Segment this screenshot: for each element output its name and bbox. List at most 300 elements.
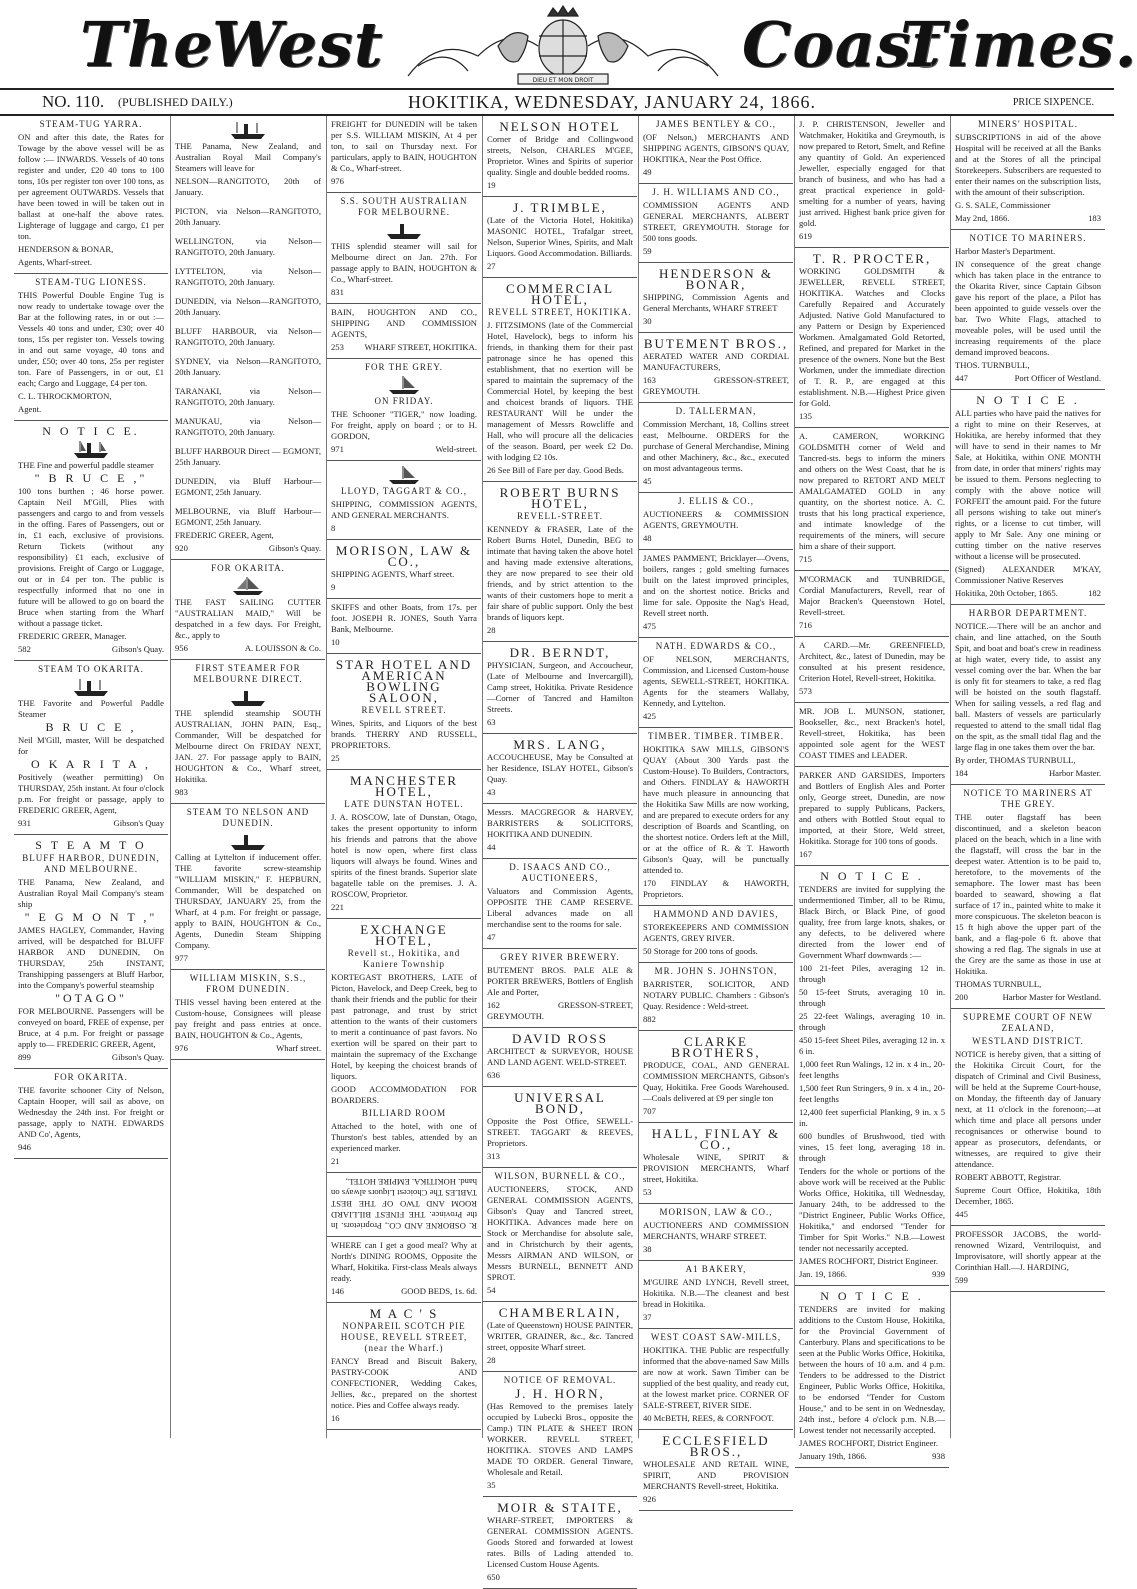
- masthead-title-times: Times.: [900, 8, 1137, 81]
- ad-number: 35: [487, 1480, 496, 1490]
- list-item: 50 15-feet Struts, averaging 10 in. through: [799, 987, 945, 1008]
- steamship-icon: [72, 439, 110, 459]
- ad-job-munson: [795, 703, 949, 767]
- price: PRICE SIXPENCE.: [1012, 97, 1094, 108]
- steamship-icon: [385, 220, 423, 240]
- ad-signature: C. L. THROCKMORTON,: [18, 391, 112, 401]
- ad-nelson-hotel: [483, 116, 637, 197]
- ad-heading: J. ELLIS & CO.,: [677, 496, 754, 506]
- ad-signature: Harbor Master.: [1048, 768, 1101, 778]
- ad-number: 977: [175, 953, 188, 963]
- ad-number: 425: [643, 711, 656, 721]
- ad-signature: By order, THOMAS TURNBULL,: [955, 755, 1076, 765]
- ad-heading: N O T I C E .: [820, 869, 924, 883]
- ad-heading: MORISON, LAW & CO.,: [335, 543, 473, 569]
- ad-number: 976: [331, 176, 344, 186]
- ad-number: 38: [643, 1244, 652, 1254]
- ad-body: BAIN, HOUGHTON AND CO., SHIPPING AND COMMISSION AGENTS,: [331, 307, 477, 339]
- ad-subheading: BILLIARD ROOM: [361, 1108, 447, 1118]
- ad-signature: Harbor Master for Westland.: [1002, 992, 1101, 1002]
- ad-native-reserves-notice: [951, 390, 1105, 605]
- ad-signature: HENDERSON & BONAR,: [18, 244, 114, 254]
- ad-dr-berndt: [483, 642, 637, 734]
- ad-body: Corner of Bridge and Collingwood streets, Nelson, CHARLES M'GEE, Proprietor. Wines and Spirits of superior quality. Single and double bedded rooms.: [487, 134, 633, 177]
- ad-john-johnston: [639, 963, 793, 1031]
- ad-body: THE Panama, New Zealand, and Australian Royal Mail Company's steam ship: [18, 877, 164, 909]
- ad-north-dining-rooms: [327, 1237, 481, 1303]
- ad-james-pamment: [639, 550, 793, 638]
- ad-number: 44: [487, 842, 496, 852]
- ad-heading: HALL, FINLAY & CO.,: [651, 1126, 781, 1152]
- list-item: 25 22-feet Walings, averaging 10 in. through: [799, 1011, 945, 1032]
- ad-body: Calling at Lyttelton if inducement offer. THE favorite screw-steamship "WILLIAM MISKIN," F. HEPBURN, Commander, Will be despatched on THURSDAY, JANUARY 25, from the Wharf, at 4 p.m. For freight or passage, apply to BAIN, HOUGHTON & Co., Agents, Dunedin Steam Shipping Company.: [175, 852, 321, 950]
- ad-body: M'CORMACK and TUNBRIDGE, Cordial Manufacturers, Revell, rear of Major Bracken's Queenstown Hotel, Revell-street.: [799, 574, 945, 617]
- ad-steam-tug-lioness: [14, 274, 168, 421]
- ad-number: 170: [643, 878, 656, 888]
- ad-timber: [639, 728, 793, 906]
- ad-number: 10: [331, 637, 340, 647]
- ad-address: Supreme Court Office, Hokitika, 18th December, 1865.: [955, 1185, 1101, 1206]
- ad-body: KENNEDY & FRASER, Late of the Robert Burns Hotel, Dunedin, BEG to intimate that having taken the above hotel and having made extensive alterations, they are now prepared to see their old friends, and by strict attention to the wants of their customers hope to merit a fair share of public support. Only the best brands of liquors kept.: [487, 524, 633, 622]
- ad-number: 16: [331, 1413, 340, 1423]
- ad-panama-mail-steamers: [171, 116, 325, 560]
- ad-signature: Gibson's Quay: [113, 818, 164, 828]
- ad-signature: FREDERIC GREER, Manager.: [18, 631, 127, 641]
- ad-body: AUCTIONEERS & COMMISSION AGENTS, GREYMOUTH.: [643, 509, 789, 530]
- ad-heading: D. ISAACS AND CO., AUCTIONEERS,: [509, 862, 611, 883]
- ad-number: 28: [487, 625, 496, 635]
- ad-james-bentley: [639, 116, 793, 184]
- ad-body: WHERE can I get a good meal? Why at North's DINING ROOMS, Opposite the Wharf, Hokitika. First-class Meals always ready.: [331, 1240, 477, 1283]
- ad-body: AUCTIONEERS, STOCK, AND GENERAL COMMISSION AGENTS, Gibson's Quay and Tancred street, HOKITIKA. Advances made here on Stock or Merchandise for absolute sale, and in Christchurch by their agents, Messrs AIRMAN AND WILSON, or Messrs BURNELL, BENNETT AND SPROT.: [487, 1184, 633, 1282]
- route-item: PICTON, via Nelson—RANGITOTO, 20th January.: [175, 206, 321, 227]
- ad-number: 28: [487, 1355, 496, 1365]
- ad-heading: J. H. WILLIAMS AND CO.,: [652, 187, 780, 197]
- ad-exchange-hotel: [327, 919, 481, 1173]
- ad-steam-to-bluff: [14, 835, 168, 1069]
- ad-heading: N O T I C E .: [976, 393, 1080, 407]
- list-item: 12,400 feet superficial Planking, 9 in. x 5 in.: [799, 1107, 945, 1128]
- ad-christenson: [795, 116, 949, 248]
- ad-heading: NOTICE TO MARINERS.: [969, 233, 1087, 243]
- ad-body: PARKER AND GARSIDES, Importers and Bottlers of English Ales and Porter only, George street, Dunedin, are now prepared to supply Publicans, Packers, and others with Bottled Stout equal to imported, at their Store, Weld street, Hokitika. Storage for 100 tons of goods.: [799, 770, 945, 846]
- ad-body: J. FITZSIMONS (late of the Commercial Hotel, Havelock), begs to inform his friends, in thanking them for their past patronage since he has opened this establishment, that no exertion will be spared to maintain the supremacy of the Commercial Hotel, by keeping the best and choicest brands of liquors. THE RESTAURANT Will be under the management of Messrs Rowcliffe and Hall, who will procure all the delicacies of the season. Board, per week £2 Do. with lodging £2 10s.: [487, 320, 633, 462]
- ad-number: 313: [487, 1151, 500, 1161]
- ad-body: SUBSCRIPTIONS in aid of the above Hospital will be received at all the Banks and at the Stores of all the principal Storekeepers. Subscribers are requested to enter their names on the subscription lists, with the amount of their subscription.: [955, 132, 1101, 197]
- ad-masonic-hotel: [483, 197, 637, 278]
- ad-isaacs: [483, 859, 637, 949]
- ad-date: Hokitika, 20th October, 1865.: [955, 588, 1058, 598]
- royal-crest-icon: [398, 6, 728, 86]
- ad-cameron: [795, 428, 949, 571]
- ad-body: JAMES HAGLEY, Commander, Having arrived, will be despatched for BLUFF HARBOR AND DUNEDIN, On THURSDAY, 25th INSTANT, Transhipping passengers at Bluff Harbor, into the Company's powerful steamship: [18, 925, 164, 990]
- ad-heading: N O T I C E.: [42, 424, 140, 438]
- ad-greenfield-card: [795, 637, 949, 703]
- destination: O K A R I T A ,: [31, 757, 151, 771]
- ad-signature: ROBERT ABBOTT, Registrar.: [955, 1172, 1062, 1182]
- ad-number: 53: [643, 1187, 652, 1197]
- ad-body: (OF Nelson,) MERCHANTS AND SHIPPING AGENTS, GIBSON'S QUAY, HOKITIKA, Near the Post Office.: [643, 132, 789, 164]
- ad-subheading: LATE DUNSTAN HOTEL.: [344, 799, 464, 809]
- ad-signature: A. LOUISSON & Co.: [244, 643, 321, 653]
- ad-first-steamer-melbourne: [171, 660, 325, 804]
- ad-body: BARRISTER, SOLICITOR, AND NOTARY PUBLIC. Chambers : Gibson's Quay. Residence : Weld-street.: [643, 979, 789, 1011]
- ad-heading: N O T I C E .: [820, 1289, 924, 1303]
- ad-heading: ECCLESFIELD BROS.,: [662, 1433, 770, 1459]
- ad-mariners-at-the-grey: [951, 785, 1105, 1009]
- ad-heading: MOIR & STAITE,: [497, 1500, 623, 1515]
- ad-body: SHIPPING AGENTS, Wharf street.: [331, 569, 455, 579]
- ad-signature: JAMES ROCHFORT, District Engineer.: [799, 1438, 938, 1448]
- ad-body: (Late of the Victoria Hotel, Hokitika) MASONIC HOTEL, Trafalgar street, Nelson, Superior Wines, Spirits, and Malt Liquors. Good Accommodation. Billiards.: [487, 215, 633, 258]
- ad-body: THE Fine and powerful paddle steamer: [18, 460, 154, 470]
- ad-subheading: NONPAREIL SCOTCH PIE HOUSE, REVELL STREET, (near the Wharf.): [340, 1321, 468, 1353]
- ad-body: THIS vessel having been entered at the Custom-house, Consignees will please pay freight and pass entries at once. BAIN, HOUGHTON & Co., Agents,: [175, 997, 321, 1040]
- ad-heading: S.S. SOUTH AUSTRALIAN FOR MELBOURNE.: [340, 196, 468, 217]
- ad-steam-tug-yarra: [14, 116, 168, 274]
- ad-wilson-burnell: [483, 1168, 637, 1302]
- ad-subheading: REVELL-STREET.: [516, 511, 604, 521]
- ad-number: 931: [18, 818, 31, 828]
- route-item: SYDNEY, via Nelson—RANGITOTO, 20th January.: [175, 356, 321, 377]
- ad-body: HOKITIKA. THE Public are respectfully informed that the above-named Saw Mills are now at work. Sawn Timber can be supplied of the best quality, and ready cut, at the lowest market price. CORNER OF SALE-STREET, RIVER SIDE.: [643, 1345, 789, 1410]
- dateline: [0, 88, 1114, 116]
- ad-number: 63: [487, 717, 496, 727]
- ad-body: WHOLESALE AND RETAIL WINE, SPIRIT, AND PROVISION MERCHANTS Revell-street, Hokitika.: [643, 1459, 789, 1491]
- ad-signature: FINDLAY & HAWORTH, Proprietors.: [643, 878, 789, 899]
- ad-body: THE splendid steamship SOUTH AUSTRALIAN, JOHN PAIN, Esq., Commander, Will be despatched for Melbourne direct On FRIDAY NEXT, JAN. 27. For passage apply to BAIN, HOUGHTON & Co., Wharf street, Hokitika.: [175, 708, 321, 784]
- masthead-title-west: West: [212, 8, 384, 81]
- ad-heading: JAMES BENTLEY & CO.,: [656, 119, 776, 129]
- ad-heading: STAR HOTEL AND AMERICAN BOWLING SALOON,: [335, 657, 473, 705]
- ad-number: 573: [799, 686, 812, 696]
- ad-number: 200: [955, 992, 968, 1002]
- ad-heading: STEAM-TUG LIONESS.: [35, 277, 147, 287]
- svg-text:DIEU ET MON DROIT: DIEU ET MON DROIT: [532, 77, 594, 84]
- ad-ecclesfield-bros: [639, 1430, 793, 1511]
- route-item: LYTTELTON, via Nelson—RANGITOTO, 20th January.: [175, 266, 321, 287]
- ad-signature: Gibson's Quay.: [111, 644, 164, 654]
- ad-body: STOREKEEPERS AND COMMISSION AGENTS, GREY RIVER.: [643, 922, 789, 943]
- ad-footer: See Bill of Fare per day. Good Beds.: [497, 465, 624, 475]
- ad-manchester-hotel: [327, 770, 481, 919]
- ad-macgregor-harvey: [483, 804, 637, 859]
- ad-body: A CARD.—Mr. GREENFIELD, Architect, &c., latest of Dunedin, may be consulted at his present residence, Criterion Hotel, Revell-street, Hokitika.: [799, 640, 945, 683]
- ad-william-miskin: [171, 970, 325, 1060]
- column-4: [482, 116, 637, 1582]
- ad-body: Valuators and Commission Agents, OPPOSITE THE CAMP RESERVE. Liberal advances made on all merchandise sent to the rooms for sale.: [487, 886, 633, 929]
- ad-number: 939: [932, 1269, 945, 1279]
- ad-body: AUCTIONEERS AND COMMISSION MERCHANTS, WHARF STREET.: [643, 1220, 789, 1241]
- ad-number: 221: [331, 902, 344, 912]
- newspaper-page: [14, 116, 1104, 1582]
- ship-name: " B R U C E ,": [34, 471, 148, 485]
- ad-bain-houghton: [327, 304, 481, 359]
- ad-subheading: Revell st., Hokitika, and Kaniere Township: [347, 948, 461, 969]
- route-item: DUNEDIN, via Bluff Harbour—EGMONT, 25th January.: [175, 476, 321, 497]
- ad-body: IN consequence of the great change which has taken place in the entrance to the Okarita River, since Captain Gibson gave his report of the place, a Pilot has been appointed to guide vessels over the bar. Two White Flags, attached to moveable poles, will be used until the increasing requirements of the place demand improved beacons.: [955, 259, 1101, 357]
- sailing-ship-icon: [229, 576, 267, 596]
- ad-heading: MRS. LANG,: [513, 737, 607, 752]
- steamship-icon: [229, 687, 267, 707]
- ad-macs-pie-house: [327, 1303, 481, 1430]
- ad-heading: D. TALLERMAN,: [675, 406, 757, 416]
- ad-number: 48: [643, 533, 652, 543]
- ad-body: THE Schooner "TIGER," now loading. For freight, apply on board ; or to H. GORDON,: [331, 409, 477, 441]
- ad-number: 26: [487, 465, 496, 475]
- ad-signature: Agent.: [18, 404, 42, 414]
- ad-body: Commission Merchant, 18, Collins street east, Melbourne. ORDERS for the purchase of General Merchandise, Mining and other Machinery, &c., &c., executed on most advantageous terms.: [643, 419, 789, 473]
- ad-heading: COMMERCIAL HOTEL,: [505, 281, 615, 307]
- masthead: [0, 0, 1137, 90]
- ad-number: 976: [175, 1043, 188, 1053]
- ad-address: GRESSON-STREET, GREYMOUTH.: [487, 1000, 633, 1021]
- ad-subheading: Harbor Master's Department.: [955, 246, 1056, 256]
- ad-body: KORTEGAST BROTHERS, LATE of Picton, Havelock, and Deep Creek, beg to thank their friends and the public for their past patronage, and trust by strict attention to the wants of their customers to merit a continuance of past favors. No exertion will be spared on their part to maintain the supremacy of the Exchange Hotel, by keeping the choicest brands of liquors.: [331, 972, 477, 1081]
- ad-date: May 2nd, 1866.: [955, 213, 1010, 223]
- ad-david-ross: [483, 1028, 637, 1087]
- ad-signature: THOMAS TURNBULL,: [955, 979, 1042, 989]
- publication-frequency: (PUBLISHED DAILY.): [118, 95, 233, 109]
- ad-universal-bond: [483, 1087, 637, 1168]
- ad-number: 59: [643, 246, 652, 256]
- masthead-title-coast: Coast: [742, 8, 942, 81]
- ad-heading: STEAM-TUG YARRA.: [39, 119, 143, 129]
- ad-body: THE favorite schooner City of Nelson, Captain Hooper, will sail as above, on Wednesday the 24th inst. For freight or passage, apply to NATH. EDWARDS AND Co', Agents,: [18, 1085, 164, 1139]
- ad-signature: (Signed) ALEXANDER M'KAY, Commissioner Native Reserves: [955, 564, 1101, 585]
- ad-heading: TIMBER. TIMBER. TIMBER.: [648, 731, 784, 741]
- ad-body: HOKITIKA SAW MILLS, GIBSON'S QUAY (About 300 Yards past the Custom-House). To Builders, Contractors, and Others. FINDLAY & HAWORTH have much pleasure in announcing that the Hokitika Saw Mills are now working, and are prepared to execute orders for any description of Boards and Scantling, on the shortest notice. Orders left at the Mill, or at the office of R. & T. Haworth Gibson's Quay, will be punctually attended to.: [643, 744, 789, 875]
- ad-skiffs: [327, 599, 481, 654]
- list-item: 600 bundles of Brushwood, tied with vines, 15 feet long, averaging 18 in. through: [799, 1131, 945, 1163]
- ad-procter: [795, 248, 949, 428]
- ad-body: Messrs. MACGREGOR & HARVEY, BARRISTERS & SOLICITORS, HOKITIKA AND DUNEDIN.: [487, 807, 633, 839]
- ad-body: J. P. CHRISTENSON, Jeweller and Watchmaker, Hokitika and Greymouth, is now prepared to Retort, Smelt, and Refine any quantity of Gold. An experienced Jeweller, especially engaged for that branch of business, and who has had a great practical experience in gold-smelting for a number of years, having just arrived. Highest bank price given for gold.: [799, 119, 945, 228]
- ad-jh-horn: [483, 1372, 637, 1497]
- ad-body: THE Favorite and Powerful Paddle Steamer: [18, 698, 164, 719]
- ad-miners-hospital: [951, 116, 1105, 230]
- ad-number: 946: [18, 1142, 31, 1152]
- column-7: [950, 116, 1105, 1438]
- ad-mrs-lang: [483, 734, 637, 804]
- ad-number: 445: [955, 1209, 968, 1219]
- route-item: DUNEDIN, via Nelson—RANGITOTO, 20th January.: [175, 296, 321, 317]
- ad-heading: NATH. EDWARDS & CO.,: [655, 641, 777, 651]
- ad-heading: GREY RIVER BREWERY.: [500, 952, 620, 962]
- ad-subheading: REVELL STREET.: [361, 705, 447, 715]
- ad-body: Attached to the hotel, with one of Thurston's best tables, attended by an experienced marker.: [331, 1121, 477, 1153]
- sailing-ship-icon: [385, 375, 423, 395]
- ad-heading: UNIVERSAL BOND,: [514, 1090, 606, 1116]
- ad-heading: WEST COAST SAW-MILLS,: [650, 1332, 782, 1342]
- column-3: [326, 116, 481, 1438]
- ad-heading: MR. JOHN S. JOHNSTON,: [654, 966, 778, 976]
- ad-robert-burns-hotel: [483, 482, 637, 642]
- ad-signature: JAMES ROCHFORT, District Engineer.: [799, 1256, 938, 1266]
- ad-body: COMMISSION AGENTS AND GENERAL MERCHANTS, ALBERT STREET, GREYMOUTH. Storage for 500 tons goods.: [643, 200, 789, 243]
- ad-for-the-grey: [327, 359, 481, 461]
- ad-number: 707: [643, 1106, 656, 1116]
- ad-number: 582: [18, 644, 31, 654]
- ad-body: ALL parties who have paid the natives for a right to mine on their Reserves, at Hokitika, are hereby informed that they will have to send in their names to Mr Sale, at Hokitika, within ONE MONTH from date, in order that miners' rights may be issued to them. Persons neglecting to comply with the above notice will FORFEIT the amount paid. For the future all persons wishing to take out miner's rights, or a license to cut timber, will apply to Mr Sale. Any one mining or cutting timber on the native reserves without a license will be prosecuted.: [955, 408, 1101, 561]
- ad-heading: CLARKE BROTHERS,: [671, 1034, 761, 1060]
- ad-heading: CHAMBERLAIN,: [498, 1305, 622, 1320]
- ad-body: AERATED WATER AND CORDIAL MANUFACTURERS,: [643, 351, 789, 372]
- ad-number: 920: [175, 543, 188, 553]
- route-item: TARANAKI, via Nelson—RANGITOTO, 20th January.: [175, 386, 321, 407]
- ad-body: FREIGHT for DUNEDIN will be taken per S.S. WILLIAM MISKIN, At 4 per ton, to sail on Thursday next. For particulars, apply to BAIN, HOUGHTON & Co., Wharf-street.: [331, 119, 477, 173]
- ad-number: 8: [331, 523, 336, 533]
- ad-heading: WILLIAM MISKIN, S.S., FROM DUNEDIN.: [189, 973, 307, 994]
- ad-a1-bakery: [639, 1261, 793, 1329]
- ad-number: 21: [331, 1156, 340, 1166]
- ad-number: 25: [331, 753, 340, 763]
- ad-star-hotel: [327, 654, 481, 770]
- ad-body: PHYSICIAN, Surgeon, and Accoucheur, (Late of Melbourne and Invercargill), Camp street, Hokitika. Private Residence—Corner of Tancred and Hamilton Streets.: [487, 660, 633, 714]
- ad-number: 54: [487, 1285, 496, 1295]
- ad-number: 167: [799, 849, 812, 859]
- ad-date: January 19th, 1866.: [799, 1451, 867, 1461]
- ad-number: 650: [487, 1572, 500, 1582]
- column-5: [638, 116, 793, 1504]
- ad-number: 37: [643, 1312, 652, 1322]
- ad-body: A. CAMERON, WORKING GOLDSMITH corner of Weld and Tancred-sts. begs to inform the miners and others on the West Coast, that he is now prepared to RETORT AND MELT AMALGAMATED GOLD in any quantity, on the shortest notice. A. C. trusts that his long practical experience, and intimate knowledge of the requirements of the miners, will secure him a share of their support.: [799, 431, 945, 551]
- ad-body: THE Panama, New Zealand, and Australian Royal Mail Company's Steamers will leave for: [175, 141, 321, 173]
- list-item: 100 21-feet Piles, averaging 12 in. through: [799, 963, 945, 984]
- ship-name: B R U C E ,: [45, 720, 137, 734]
- ad-subheading: WESTLAND DISTRICT.: [972, 1036, 1084, 1046]
- ad-heading: FIRST STEAMER FOR MELBOURNE DIRECT.: [193, 663, 303, 684]
- ad-signature: GOOD BEDS, 1s. 6d.: [401, 1286, 477, 1296]
- ad-signature: Agents, Wharf-street.: [18, 257, 93, 267]
- steamship-icon: [229, 831, 267, 851]
- ad-body: M'GUIRE AND LYNCH, Revell street, Hokitika. N.B.—The cleanest and best bread in Hokitika.: [643, 1277, 789, 1309]
- ad-jh-williams: [639, 184, 793, 263]
- ad-butement-bros: [639, 333, 793, 403]
- list-item: 1,500 feet Run Stringers, 9 in. x 4 in., 20-feet lengths: [799, 1083, 945, 1104]
- ad-tallerman: [639, 403, 793, 493]
- ad-moir-staite: [483, 1497, 637, 1589]
- ad-body: (Late of Queenstown) HOUSE PAINTER, WRITER, GRAINER, &c., &c. Tancred street, opposite Wharf street.: [487, 1320, 633, 1352]
- ad-signature: Wharf street.: [276, 1043, 321, 1053]
- ad-body: Opposite the Post Office, SEWELL-STREET. TAGGART & REEVES, Proprietors.: [487, 1116, 633, 1148]
- route-item: MANUKAU, via Nelson—RANGITOTO, 20th January.: [175, 416, 321, 437]
- ad-number: 9: [331, 582, 336, 592]
- ad-footer: GOOD ACCOMMODATION FOR BOARDERS.: [331, 1084, 477, 1105]
- ad-number: 447: [955, 373, 968, 383]
- ad-signature: Gibson's Quay.: [268, 543, 321, 553]
- ad-signature: McBETH, REES, & CORNFOOT.: [653, 1413, 774, 1423]
- ad-body: Tenders for the whole or portions of the above work will be received at the Public Works Office, Hokitika, till Wednesday, January 24th, to be addressed to the "District Engineer, Public Works Office, Hokitika," and endorsed "Tender for Timber for Spit Works." N.B.—Lowest tender not necessarily accepted.: [799, 1166, 945, 1253]
- ad-body: OF NELSON, MERCHANTS, Commission, and Licensed Custom-house agents, SEWELL-STREET, HOKITIKA. Agents for the steamers Wallaby, Kennedy, and Lyttelton.: [643, 654, 789, 708]
- ad-for-okarita-cutter: [171, 560, 325, 660]
- ad-body: TENDERS are invited for making additions to the Custom House, Hokitika, for the Provincial Government of Canterbury. Plans and specifications to be seen at the Public Works Office, Hokitika, between the hours of 10 a.m. and 4 p.m. Tenders to be addressed to the District Engineer, Public Works Office, Hokitika, to be endorsed "Tender for Custom House," and to be sent in on Wednesday, 24th inst., before 4 o'clock p.m. N.B.—Lowest tender not necessarily accepted.: [799, 1304, 945, 1435]
- ad-supreme-court: [951, 1009, 1105, 1226]
- list-item: 1,000 feet Run Walings, 12 in. x 4 in., 20-feet lengths: [799, 1059, 945, 1080]
- ad-heading: HAMMOND AND DAVIES,: [653, 909, 779, 919]
- route-item: BLUFF HARBOUR Direct — EGMONT, 25th January.: [175, 446, 321, 467]
- ad-heading: STEAM TO NELSON AND DUNEDIN.: [186, 807, 310, 828]
- ad-body: NOTICE.—There will be an anchor and chain, and line attached, on the South Spit, and boat and boat's crew in readiness at high water, every tide, to assist any vessel coming over the bar. When the bar is only fit for steamers to take, a red flag will be hoisted on the south flagstaff. When for sailing vessels, a red flag and ball. Masters of vessels are particularly requested to attend to the small tidal flag on the spit, as the small tidal flag and the large flag in one takes them over the bar.: [955, 621, 1101, 752]
- ad-heading: M A C ' S: [369, 1306, 439, 1321]
- ad-heading: SUPREME COURT OF NEW ZEALAND,: [962, 1012, 1094, 1033]
- ad-body: FOR MELBOURNE. Passengers will be conveyed on board, FREE of expense, per Bruce, at 4 p.m. For freight or passage apply to— FREDERIC GREER, Agent,: [18, 1006, 164, 1049]
- ad-body: J. A. ROSCOW, late of Dunstan, Otago, takes the present opportunity to inform his friends and patrons that the above hotel is now open, where first class liquors will always be found. Wines and spirits of the finest brands. Superior slate bagatelle table on the premises. J. A. ROSCOW, Proprietor.: [331, 812, 477, 899]
- ad-address: GRESSON-STREET, GREYMOUTH.: [643, 375, 789, 396]
- ad-signature: Port Officer of Westland.: [1014, 373, 1101, 383]
- ad-heading: MINERS' HOSPITAL.: [978, 119, 1078, 129]
- ad-signature: Weld-street.: [435, 444, 477, 454]
- ad-body: BUTEMENT BROS. PALE ALE & PORTER BREWERS, Bottlers of English Ale and Porter,: [487, 965, 633, 997]
- route-item: MELBOURNE, via Bluff Harbour—EGMONT, 25th January.: [175, 506, 321, 527]
- ad-morison-law: [327, 540, 481, 599]
- ad-number: 182: [1088, 588, 1101, 598]
- ad-freight-dunedin: [327, 116, 481, 193]
- ad-mccormack-tunbridge: [795, 571, 949, 637]
- ad-body: WHARF-STREET, IMPORTERS & GENERAL COMMISSION AGENTS. Goods Stored and forwarded at lowest rates. Bills of Lading attended to. Licensed Custom House Agents.: [487, 1515, 633, 1569]
- ad-body: FANCY Bread and Biscuit Bakery, PASTRY-COOK AND CONFECTIONER, Wedding Cakes, Jellies, &c., prepared on the shortest notice. Pies and Coffee always ready.: [331, 1356, 477, 1410]
- ad-nath-edwards: [639, 638, 793, 728]
- ad-number: 715: [799, 554, 812, 564]
- ad-number: 27: [487, 261, 496, 271]
- ad-body: THE outer flagstaff has been discontinued, and a skeleton beacon placed on the beach, which in a line with the flagstaff, will cross the bar in the deepest water. Attention is to be paid to, heretofore, to the movements of the semaphore. The lower mast has been boarded to seaward, showing a flat surface of 17 in., painted white to make it more conspicuous. The skeleton beacon is 15 ft high above the upper part of the bank, and a flag-pole 6 ft. above that showing a red flag. The signals in use at the Grey are the same as those in use at Hokitika.: [955, 812, 1101, 976]
- ad-number: 956: [175, 643, 188, 653]
- ad-number: 926: [643, 1494, 656, 1504]
- ad-body: ARCHITECT & SURVEYOR, HOUSE AND LAND AGENT. WELD-STREET.: [487, 1046, 633, 1067]
- ad-number: 50: [643, 946, 652, 956]
- ad-body: 100 tons burthen ; 46 horse power. Captain Neil M'Gill, Plies with passengers and cargo to and from vessels in the offing. Fares of Passengers, out or in, £1 each, exclusive of provisions. Return Tickets (without any responsibility) £1 each, exclusive of provisions. Freight of Cargo or Luggage, out or in £4 per ton. The public is respectfully informed that no one in future will be allowed to go on board the Bruce when starting from the Wharf without a passage ticket.: [18, 486, 164, 628]
- ad-heading: NELSON HOTEL: [499, 119, 621, 134]
- ad-body: PRODUCE, COAL, AND GENERAL COMMISSION MERCHANTS, Gibson's Quay, Hokitika. Free Goods Warehoused.—Coals delivered at £9 per single ton: [643, 1060, 789, 1103]
- ad-lloyd-taggart: [327, 461, 481, 540]
- ad-number: 971: [331, 444, 344, 454]
- ad-number: 162: [487, 1000, 500, 1010]
- ad-heading: A1 BAKERY,: [685, 1264, 747, 1274]
- ad-heading: DAVID ROSS: [512, 1031, 608, 1046]
- ad-signature: FREDERIC GREER, Agent,: [175, 530, 274, 540]
- ship-name: "OTAGO": [55, 991, 127, 1005]
- ad-subheading: ON FRIDAY.: [374, 396, 434, 406]
- ad-for-okarita-schooner: [14, 1069, 168, 1159]
- ad-heading: NOTICE OF REMOVAL.: [503, 1375, 617, 1385]
- ad-morison-law-merchants: [639, 1204, 793, 1261]
- route-item: BLUFF HARBOUR, via Nelson—RANGITOTO, 20th January.: [175, 326, 321, 347]
- ad-heading: LLOYD, TAGGART & CO.,: [341, 486, 467, 496]
- ad-number: 43: [487, 787, 496, 797]
- ad-timber-tenders: [795, 866, 949, 1286]
- ad-number: 135: [799, 411, 812, 421]
- ad-number: 47: [487, 932, 496, 942]
- ad-heading: J. TRIMBLE,: [513, 200, 607, 215]
- ad-body: ACCOUCHEUSE, May be Consulted at her Residence, ISLAY HOTEL, Gibson's Quay.: [487, 752, 633, 784]
- ad-west-coast-saw-mills: [639, 1329, 793, 1430]
- ad-heading: FOR THE GREY.: [365, 362, 443, 372]
- sailing-ship-icon: [385, 465, 423, 485]
- route-item: WELLINGTON, via Nelson—RANGITOTO, 20th January.: [175, 236, 321, 257]
- ad-custom-house-tenders: [795, 1286, 949, 1468]
- ad-heading: STEAM TO OKARITA.: [38, 664, 144, 674]
- masthead-title-the: The: [80, 8, 214, 81]
- ad-steam-to-nelson-dunedin: [171, 804, 325, 970]
- ad-number: 983: [175, 787, 188, 797]
- issue-number: NO. 110.: [42, 92, 105, 111]
- ad-number: 599: [955, 1275, 968, 1285]
- ad-heading: DR. BERNDT,: [509, 645, 611, 660]
- ad-number: 40: [643, 1413, 652, 1423]
- ad-number: 619: [799, 231, 812, 241]
- ad-heading: MORISON, LAW & CO.,: [659, 1207, 773, 1217]
- ad-hammond-davies: [639, 906, 793, 963]
